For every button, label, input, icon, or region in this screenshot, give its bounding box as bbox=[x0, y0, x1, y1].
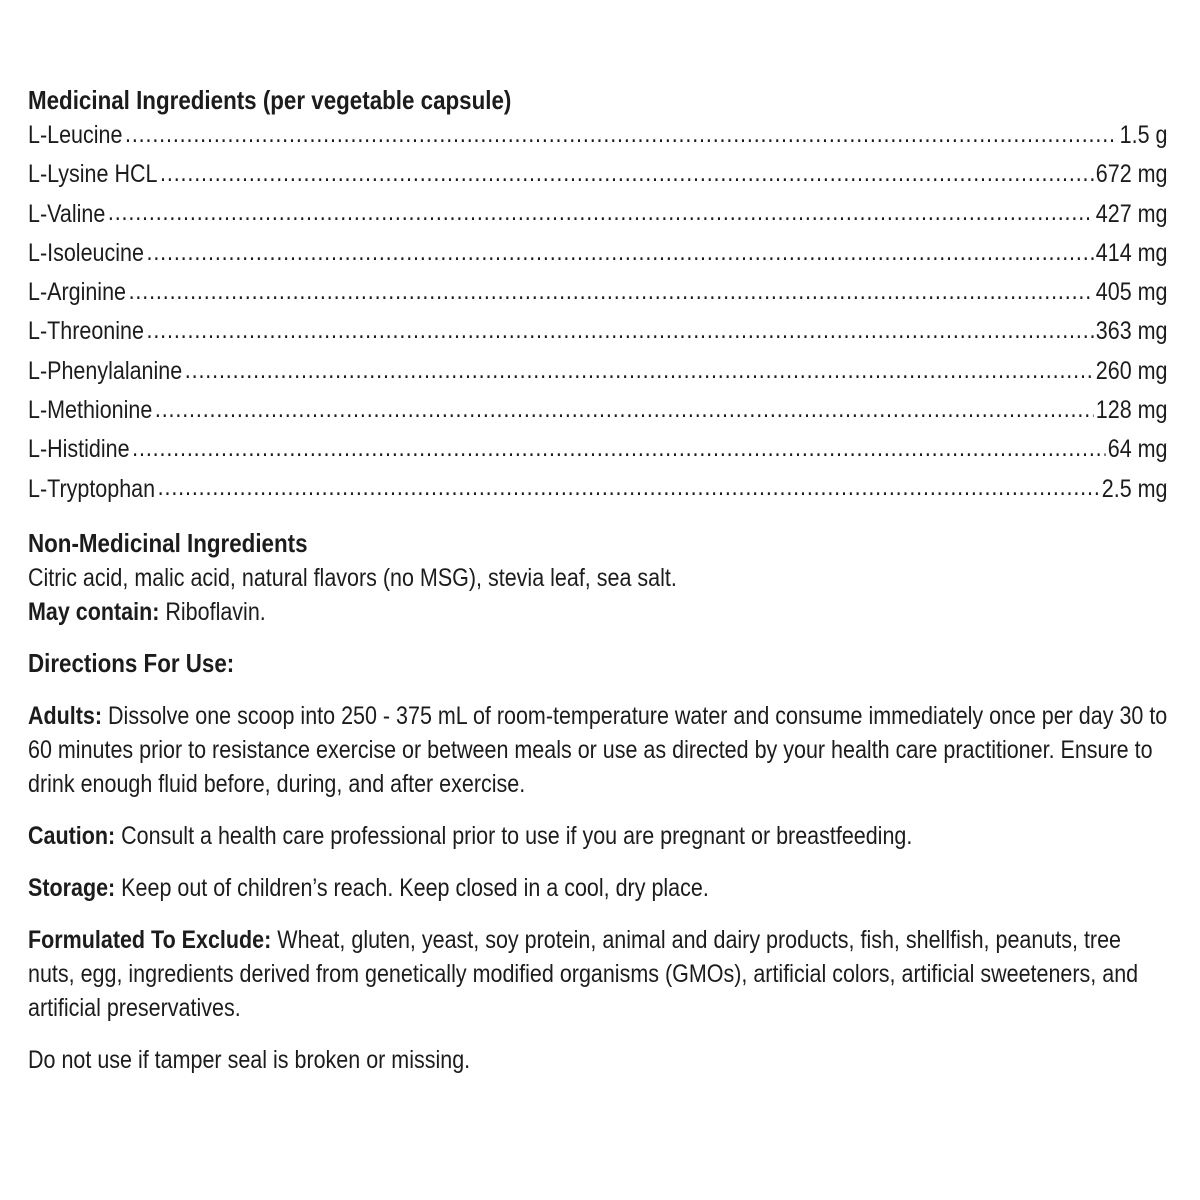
ingredient-name: L-Isoleucine bbox=[28, 238, 144, 267]
non-medicinal-section bbox=[28, 525, 1168, 629]
ingredient-name: L-Valine bbox=[28, 199, 106, 228]
ingredient-row bbox=[28, 275, 1168, 314]
dot-leader bbox=[108, 197, 1093, 222]
tamper-warning: Do not use if tamper seal is broken or missing. bbox=[28, 1045, 471, 1074]
ingredient-amount: 64 mg bbox=[1107, 435, 1168, 464]
adults-text: Dissolve one scoop into 250 - 375 mL of room-temperature water and consume immediately once per day 30 to 60 minutes prior to resistance exercise or between meals or use as directed by your health care practitioner. Ensure to drink enough fluid before, during, and after exercise. bbox=[28, 701, 1168, 798]
ingredient-amount: 1.5 g bbox=[1119, 121, 1168, 149]
ingredient-amount: 405 mg bbox=[1095, 278, 1168, 307]
ingredient-row bbox=[28, 157, 1168, 196]
ingredient-amount: 414 mg bbox=[1095, 238, 1168, 267]
non-medicinal-text: Citric acid, malic acid, natural flavors (no MSG), stevia leaf, sea salt. bbox=[28, 563, 677, 592]
ingredient-amount: 363 mg bbox=[1095, 317, 1168, 346]
ingredient-row bbox=[28, 314, 1168, 353]
caution-label: Caution: bbox=[28, 821, 116, 850]
directions-heading: Directions For Use: bbox=[28, 647, 235, 678]
ingredient-row bbox=[28, 393, 1168, 432]
ingredient-name: L-Phenylalanine bbox=[28, 356, 183, 385]
dot-leader bbox=[155, 393, 1093, 418]
ingredient-name: L-Tryptophan bbox=[28, 474, 156, 503]
ingredient-name: L-Threonine bbox=[28, 317, 144, 346]
storage-text: Keep out of children’s reach. Keep closed in a cool, dry place. bbox=[115, 873, 709, 902]
dot-leader bbox=[185, 354, 1093, 379]
ingredient-amount: 2.5 mg bbox=[1101, 474, 1168, 503]
ingredient-amount: 427 mg bbox=[1095, 199, 1168, 228]
dot-leader bbox=[147, 236, 1094, 261]
dot-leader bbox=[158, 472, 1100, 497]
medicinal-ingredients-list bbox=[28, 118, 1168, 511]
dot-leader bbox=[160, 157, 1093, 182]
may-contain-text: Riboflavin. bbox=[159, 597, 266, 626]
storage-paragraph bbox=[28, 871, 1168, 905]
adults-label: Adults: bbox=[28, 701, 103, 730]
ingredient-row bbox=[28, 472, 1168, 511]
non-medicinal-heading: Non-Medicinal Ingredients bbox=[28, 527, 308, 558]
may-contain-line bbox=[28, 595, 1168, 629]
exclude-paragraph bbox=[28, 923, 1168, 1025]
dot-leader bbox=[132, 432, 1105, 457]
may-contain-label: May contain: bbox=[28, 597, 160, 626]
ingredient-name: L-Arginine bbox=[28, 278, 126, 307]
ingredient-amount: 672 mg bbox=[1095, 160, 1168, 189]
label-content bbox=[28, 82, 1168, 1077]
dot-leader bbox=[125, 118, 1117, 143]
exclude-label: Formulated To Exclude: bbox=[28, 925, 272, 954]
ingredient-amount: 260 mg bbox=[1095, 356, 1168, 385]
ingredient-row bbox=[28, 432, 1168, 471]
ingredient-row bbox=[28, 354, 1168, 393]
caution-text: Consult a health care professional prior to use if you are pregnant or breastfeeding. bbox=[115, 821, 913, 850]
storage-label: Storage: bbox=[28, 873, 116, 902]
medicinal-ingredients-heading: Medicinal Ingredients (per vegetable capsule) bbox=[28, 85, 512, 115]
dot-leader bbox=[129, 275, 1094, 300]
ingredient-row bbox=[28, 118, 1168, 157]
ingredient-name: L-Histidine bbox=[28, 435, 130, 464]
ingredient-name: L-Lysine HCL bbox=[28, 160, 158, 189]
adults-paragraph bbox=[28, 699, 1168, 801]
ingredient-amount: 128 mg bbox=[1095, 396, 1168, 425]
caution-paragraph bbox=[28, 819, 1168, 853]
ingredient-row bbox=[28, 197, 1168, 236]
ingredient-name: L-Methionine bbox=[28, 396, 153, 425]
ingredient-name: L-Leucine bbox=[28, 121, 123, 149]
label-document bbox=[28, 82, 1168, 1095]
exclude-text: Wheat, gluten, yeast, soy protein, animal and dairy products, fish, shellfish, peanuts, tree nuts, egg, ingredients derived from genetically modified organisms (GMOs), artificial colors, artificial sweeteners, and artificial preservatives. bbox=[28, 925, 1139, 1022]
dot-leader bbox=[147, 314, 1094, 339]
ingredient-row bbox=[28, 236, 1168, 275]
